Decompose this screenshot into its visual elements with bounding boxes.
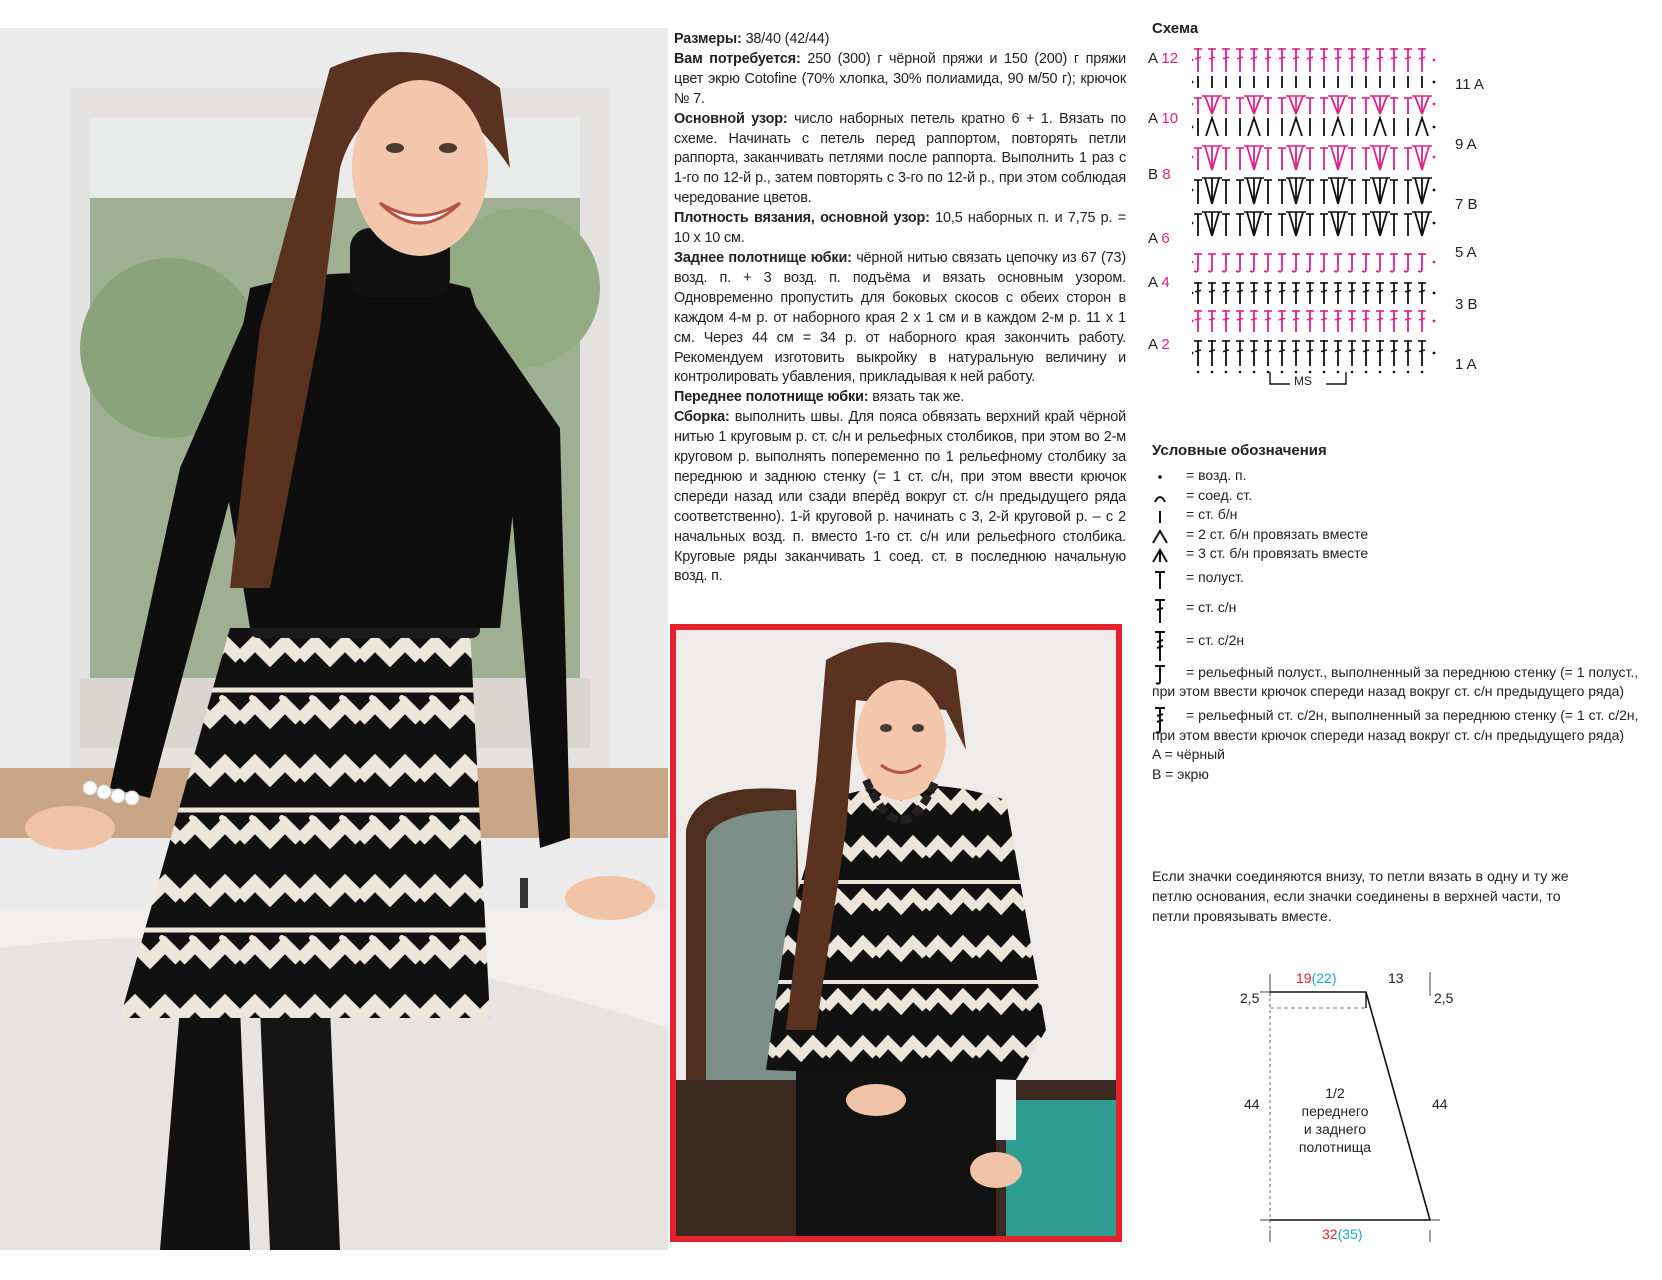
chart-stitch [1418,340,1426,366]
chart-stitch [1390,214,1398,236]
chain-dot-icon [1197,371,1200,374]
chart-stitch [1236,180,1244,204]
chart-stitch [1374,118,1386,136]
chart-stitch [1236,310,1244,332]
chart-stitch [1418,310,1426,332]
chart-stitch [1306,254,1314,272]
chart-stitch [1278,254,1286,272]
chart-stitch [1390,180,1398,204]
chart-stitch [1334,310,1342,332]
chart-stitch [1390,48,1398,72]
chart-stitch [1362,148,1370,170]
chart-row-9-label: 9 A [1455,136,1477,153]
chart-stitch [1412,96,1432,114]
chart-stitch [1194,254,1202,272]
treble-crochet-icon [1152,631,1178,653]
chart-stitch [1208,340,1216,366]
schematic-right-height: 44 [1432,1096,1448,1112]
schematic-left-height: 44 [1244,1096,1260,1112]
legend-item-sc3tog: = 3 ст. б/н провязать вместе [1152,544,1662,564]
chart-stitch [1362,282,1370,304]
chart-stitch [1194,180,1202,204]
chain-dot-icon [1433,59,1436,62]
chart-stitch [1404,214,1412,236]
chart-stitch [1244,178,1264,204]
chart-symbols-grid [1192,44,1442,394]
chart-stitch [1418,48,1426,72]
chain-dot-icon [1192,156,1193,159]
chart-stitch [1404,98,1412,114]
chart-stitch [1222,340,1230,366]
double-crochet-icon [1152,598,1178,620]
chart-stitch [1264,148,1272,170]
chart-stitch [1306,310,1314,332]
chart-stitch [1208,254,1216,272]
chain-dot-icon [1379,371,1382,374]
legend-item-sc: = ст. б/н [1152,505,1662,525]
chart-row-12-label: A 12 [1148,50,1179,67]
chart-stitch [1404,310,1412,332]
chart-stitch [1244,96,1264,114]
chain-dot-icon [1433,320,1436,323]
chart-stitch [1264,48,1272,72]
chain-dot-icon [1192,189,1193,192]
chart-stitch [1320,48,1328,72]
chart-stitch [1286,212,1306,236]
chart-stitch [1250,282,1258,304]
legend-item-sc2tog: = 2 ст. б/н провязать вместе [1152,525,1662,545]
chart-stitch [1250,48,1258,72]
chart-stitch [1348,98,1356,114]
chart-stitch [1250,310,1258,332]
chart-row-3-label: 3 B [1455,296,1478,313]
chart-stitch [1348,180,1356,204]
chart-stitch [1306,282,1314,304]
chart-stitch [1376,340,1384,366]
chart-stitch [1194,282,1202,304]
schematic-center-label: 1/2 переднего и заднего полотнища [1298,1085,1372,1155]
chart-stitch [1264,310,1272,332]
chart-stitch [1320,282,1328,304]
chart-stitch [1328,146,1348,170]
chart-stitch [1194,148,1202,170]
chart-stitch [1362,310,1370,332]
chart-stitch [1244,212,1264,236]
chart-stitch [1332,118,1344,136]
chart-stitch [1264,180,1272,204]
legend-title: Условные обозначения [1152,442,1327,459]
chart-stitch [1264,340,1272,366]
chart-stitch [1278,148,1286,170]
chart-stitch [1306,48,1314,72]
chain-dot-icon [1253,371,1256,374]
schematic-right-top: 2,5 [1434,990,1454,1006]
chart-stitch [1278,340,1286,366]
chart-stitch [1292,254,1300,272]
chart-stitch [1194,214,1202,236]
chart-stitch [1376,282,1384,304]
chart-stitch [1208,282,1216,304]
chart-stitch [1348,282,1356,304]
chart-row-1-label: 1 A [1455,356,1477,373]
chain-dot-icon [1192,261,1193,264]
chart-stitch [1320,148,1328,170]
chart-stitch [1194,340,1202,366]
chain-dot-icon [1192,81,1193,84]
chart-stitch [1362,214,1370,236]
chart-stitch [1320,340,1328,366]
legend-color-a: A = чёрный [1152,746,1226,763]
chart-stitch [1376,254,1384,272]
chart-stitch [1404,148,1412,170]
chart-stitch [1334,48,1342,72]
chart-stitch [1244,146,1264,170]
main-photo-woman-skirt [0,28,668,1250]
chart-stitch [1278,214,1286,236]
chart-stitch [1348,214,1356,236]
chart-stitch [1328,212,1348,236]
chart-stitch [1370,178,1390,204]
chart-stitch [1348,340,1356,366]
legend-item-slip: = соед. ст. [1152,486,1662,506]
chart-row-8-label: B 8 [1148,166,1171,183]
chart-stitch [1236,48,1244,72]
chart-stitch [1376,310,1384,332]
chart-stitch [1222,254,1230,272]
chain-dot-icon [1365,371,1368,374]
chain-dot-icon [1421,371,1424,374]
chart-stitch [1362,180,1370,204]
chain-dot-icon [1393,371,1396,374]
instr-sizes: Размеры: 38/40 (42/44) [674,31,830,47]
chart-stitch [1404,282,1412,304]
chart-stitch [1236,282,1244,304]
chain-dot-icon [1351,371,1354,374]
schematic-bottom-width: 32(35) [1322,1226,1363,1242]
chain-dot-icon [1192,292,1193,295]
chart-stitch [1290,118,1302,136]
chart-stitch [1236,214,1244,236]
chart-stitch [1222,214,1230,236]
chart-stitch [1208,310,1216,332]
chart-stitch [1292,48,1300,72]
chart-stitch [1320,180,1328,204]
chart-stitch [1418,282,1426,304]
chart-stitch [1412,178,1432,204]
instr-front-panel: Переднее полотнище юбки: вязать так же. [674,389,965,406]
chart-stitch [1202,146,1222,170]
legend-item-chain: = возд. п. [1152,466,1662,486]
chart-stitch [1278,98,1286,114]
chart-stitch [1320,254,1328,272]
skirt-schematic [1220,960,1470,1250]
chain-dot-icon [1211,371,1214,374]
instr-materials: Вам потребуется: 250 (300) г чёрной пряжи и 150 (200) г пряжи цвет экрю Cotofine (70% хлопка, 30% полиамида, 90 м/50 г); крючок № 7. [674,50,1127,107]
chart-stitch [1390,340,1398,366]
chart-stitch [1404,48,1412,72]
chart-stitch [1390,282,1398,304]
chart-stitch [1264,254,1272,272]
chart-stitch [1370,146,1390,170]
chart-stitch [1348,310,1356,332]
chain-dot-icon [1192,352,1193,355]
chart-row-7-label: 7 B [1455,196,1478,213]
legend-item-dc: = ст. с/н [1152,598,1662,618]
chart-stitch [1236,98,1244,114]
chart-stitch [1286,96,1306,114]
chart-stitch [1362,98,1370,114]
chart-stitch [1334,282,1342,304]
chart-stitch [1222,282,1230,304]
legend-item-hdc: = полуст. [1152,568,1662,588]
chart-stitch [1278,48,1286,72]
chart-stitch [1334,254,1342,272]
instr-assembly: Сборка: выполнить швы. Для пояса обвязать верхний край чёрной нитью 1 круговым р. ст. с/н и рельефных столбиков, при этом во 2-м круговом р. выполнять попеременно по 1 рельефному столбику за переднюю и заднюю стенку (= 1 ст. с/н, при этом ввести крючок спереди назад или сзади вперёд вокруг ст. с/н предыдущего ряда соответственно). 1-й круговой р. начинать с 3, 2-й круговой р. – с 2 начальных возд. п. вместо 1-го ст. с/н или рельефного столбика. Круговые ряды заканчивать 1 соед. ст. в последнюю начальную возд. п. [674,409,1126,585]
chart-stitch [1194,310,1202,332]
chain-dot-icon [1192,103,1193,106]
instr-main-pattern: Основной узор: число наборных петель кратно 6 + 1. Вязать по схеме. Начинать с петель перед раппортом, повторять петли раппорта, заканчивать петлями после раппорта. Выполнить 1 раз с 1-го по 12-й р., затем повторять с 3-го по 12-й р., при этом соблюдая чередование цветов. [674,110,1126,207]
chart-row-4-label: A 4 [1148,274,1170,291]
chart-stitch [1206,118,1218,136]
relief-half-double-icon [1152,663,1178,685]
chart-stitch [1390,254,1398,272]
chain-dot-icon [1192,126,1193,129]
chart-row-2-label: A 2 [1148,336,1170,353]
chart-stitch [1348,254,1356,272]
legend-item-tr: = ст. с/2н [1152,631,1662,651]
chart-stitch [1202,178,1222,204]
chart-stitch [1248,118,1260,136]
chart-stitch [1222,180,1230,204]
chart-stitch [1370,212,1390,236]
chart-stitch [1278,282,1286,304]
chart-stitch [1404,254,1412,272]
chart-stitch [1404,340,1412,366]
chart-stitch [1264,282,1272,304]
chart-stitch [1320,310,1328,332]
chart-stitch [1250,254,1258,272]
chart-stitch [1362,48,1370,72]
chart-stitch [1202,212,1222,236]
schematic-left-top: 2,5 [1240,990,1260,1006]
chain-dot-icon [1433,292,1436,295]
chart-row-10-label: A 10 [1148,110,1179,127]
chart-stitch [1222,48,1230,72]
chart-stitch [1390,148,1398,170]
second-photo-woman-poncho [670,624,1122,1242]
repeat-bracket [1268,372,1348,388]
chart-stitch [1292,282,1300,304]
chart-row-6-label: A 6 [1148,230,1170,247]
chart-stitch [1278,310,1286,332]
instructions-text [674,30,1126,587]
instr-gauge: Плотность вязания, основной узор: 10,5 наборных п. и 7,75 р. = 10 х 10 см. [674,210,1126,247]
chart-stitch [1412,212,1432,236]
three-together-icon [1152,544,1178,566]
chart-stitch [1348,48,1356,72]
chart-stitch [1194,98,1202,114]
chart-stitch [1202,96,1222,114]
chart-note: Если значки соединяются внизу, то петли вязать в одну и ту же петлю основания, если значки соединены в верхней части, то петли провязывать вместе. [1152,869,1569,925]
chain-dot-icon [1433,352,1436,355]
chart-title: Схема [1152,20,1199,37]
chain-dot-icon [1433,81,1436,84]
chart-stitch [1390,98,1398,114]
chart-stitch [1292,340,1300,366]
chart-stitch [1208,48,1216,72]
legend [1152,466,1662,784]
schematic-top-right: 13 [1388,970,1404,986]
chain-dot-icon [1192,222,1193,225]
chain-dot-icon [1433,126,1436,129]
repeat-label: MS [1294,374,1312,388]
chain-dot-icon [1433,103,1436,106]
chart-stitch [1376,48,1384,72]
chart-stitch [1320,214,1328,236]
chart-stitch [1236,148,1244,170]
chart-stitch [1306,148,1314,170]
chart-stitch [1320,98,1328,114]
chain-dot-icon [1433,156,1436,159]
chain-dot-icon [1433,189,1436,192]
chart-stitch [1404,180,1412,204]
legend-item-relief-tr: = рельефный ст. с/2н, выполненный за переднюю стенку (= 1 ст. с/2н, при этом ввести крючок спереди назад вокруг ст. с/н предыдущего ряда) [1152,706,1639,743]
chart-stitch [1278,180,1286,204]
chart-stitch [1362,340,1370,366]
chart-stitch [1222,148,1230,170]
chart-stitch [1236,254,1244,272]
crochet-chart [1148,44,1498,422]
schematic-top-width: 19(22) [1296,970,1337,986]
chart-stitch [1328,96,1348,114]
legend-color-b: B = экрю [1152,765,1209,782]
chart-stitch [1194,48,1202,72]
chain-dot-icon [1239,371,1242,374]
chart-stitch [1236,340,1244,366]
chart-stitch [1306,98,1314,114]
chain-dot-icon [1407,371,1410,374]
chart-stitch [1306,214,1314,236]
chart-stitch [1286,178,1306,204]
chain-dot-icon [1225,371,1228,374]
chart-stitch [1370,96,1390,114]
chart-stitch [1348,148,1356,170]
chart-stitch [1264,98,1272,114]
chain-dot-icon [1433,261,1436,264]
chart-row-11-label: 11 A [1455,76,1484,93]
chart-stitch [1334,340,1342,366]
chain-dot-icon [1192,320,1193,323]
chart-row-5-label: 5 A [1455,244,1477,261]
chart-stitch [1250,340,1258,366]
chain-dot-icon [1433,222,1436,225]
chart-stitch [1264,214,1272,236]
chart-stitch [1390,310,1398,332]
chart-stitch [1292,310,1300,332]
chart-stitch [1306,340,1314,366]
chart-stitch [1222,98,1230,114]
chart-stitch [1412,146,1432,170]
legend-item-relief-hdc: = рельефный полуст., выполненный за переднюю стенку (= 1 полуст., при этом ввести крючок спереди назад вокруг ст. с/н предыдущего ряда) [1152,663,1639,700]
relief-treble-icon [1152,706,1178,728]
chart-stitch [1306,180,1314,204]
chart-stitch [1362,254,1370,272]
chart-stitch [1418,254,1426,272]
half-double-icon [1152,568,1178,590]
chart-stitch [1328,178,1348,204]
chart-stitch [1416,118,1428,136]
chart-stitch [1286,146,1306,170]
chain-dot-icon [1192,59,1193,62]
instr-back-panel: Заднее полотнище юбки: чёрной нитью связать цепочку из 67 (73) возд. п. + 3 возд. п. подъёма и вязать основным узором. Одновременно пропустить для боковых скосов с обеих сторон в каждом 4-м р. от наборного края 2 х 1 см и в каждом 2-м р. 11 х 1 см. Через 44 см = 34 р. от наборного края закончить работу. Рекомендуем изготовить выкройку в натуральную величину и контролировать убавления, прикладывая к ней работу. [674,249,1126,386]
chart-stitch [1222,310,1230,332]
